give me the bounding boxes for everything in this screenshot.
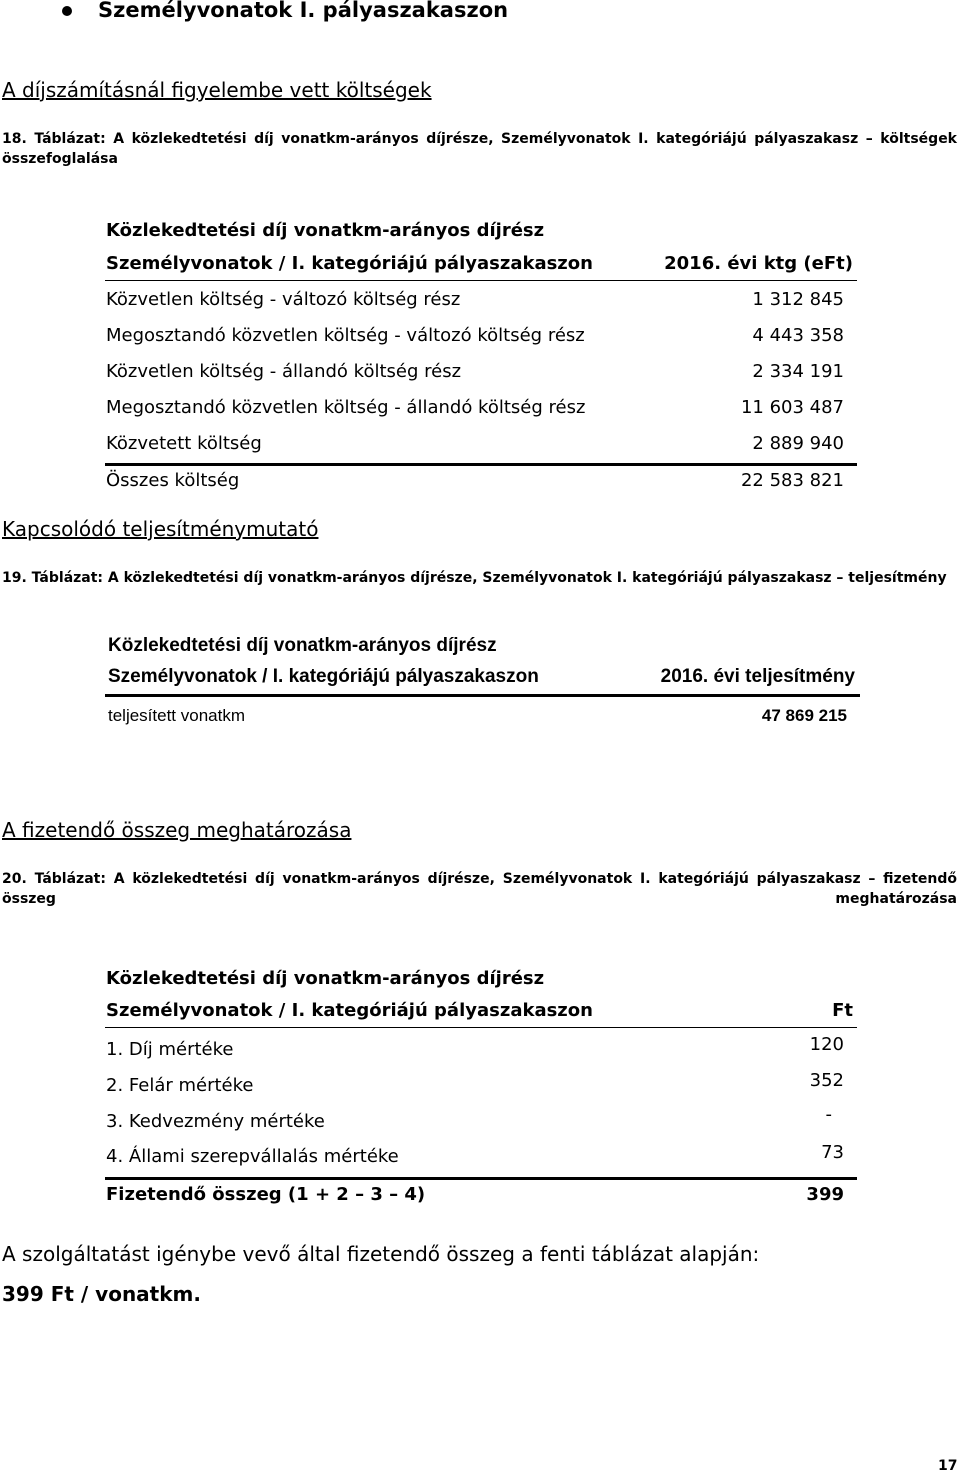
table20-header-divider: [105, 1027, 857, 1028]
table18-total-divider: [105, 463, 857, 466]
table20-total-label: Fizetendő összeg (1 + 2 – 3 – 4): [106, 1184, 426, 1205]
table20-caption: 20. Táblázat: A közlekedtetési díj vonatkm-arányos díjrésze, Személyvonatok I. kategóriájú pályaszakasz – fizetendő összeg meghatározása: [2, 871, 957, 907]
table20-row-label: 2. Felár mértéke: [106, 1075, 254, 1096]
table19-header-divider: [105, 694, 860, 697]
table18-row-label: Megosztandó közvetlen költség - változó költség rész: [106, 325, 585, 346]
performance-heading: Kapcsolódó teljesítménymutató: [2, 517, 319, 541]
table20-row-label: 1. Díj mértéke: [106, 1039, 234, 1060]
table18-title: Közlekedtetési díj vonatkm-arányos díjrész: [106, 220, 545, 241]
table18-subtitle: Személyvonatok / I. kategóriájú pályaszakaszon: [106, 253, 593, 274]
table18-header-divider: [105, 280, 857, 281]
table20-row-label: 3. Kedvezmény mértéke: [106, 1111, 325, 1132]
table20-row-value: 73: [821, 1142, 844, 1163]
table19-subtitle: Személyvonatok / I. kategóriájú pályaszakaszon: [108, 666, 539, 687]
table18-row-label: Közvetlen költség - változó költség rész: [106, 289, 461, 310]
table18-column-header: 2016. évi ktg (eFt): [664, 253, 853, 274]
table20-row-value: 352: [809, 1070, 844, 1091]
section-heading: Személyvonatok I. pályaszakaszon: [98, 0, 509, 22]
table20-subtitle: Személyvonatok / I. kategóriájú pályaszakaszon: [106, 1000, 593, 1021]
table19-caption: 19. Táblázat: A közlekedtetési díj vonatkm-arányos díjrésze, Személyvonatok I. kategóriájú pályaszakasz – teljesítmény: [2, 570, 947, 586]
table18-row-value: 2 334 191: [752, 361, 844, 382]
payable-heading: A fizetendő összeg meghatározása: [2, 818, 352, 842]
table18-total-label: Összes költség: [106, 470, 240, 491]
conclusion-sentence: A szolgáltatást igénybe vevő által fizetendő összeg a fenti táblázat alapján:: [2, 1242, 760, 1266]
table19-row-label: teljesített vonatkm: [108, 706, 246, 725]
table20-row-value: -: [825, 1104, 832, 1125]
table20-row-label: 4. Állami szerepvállalás mértéke: [106, 1146, 399, 1167]
page-number: 17: [938, 1458, 958, 1474]
bullet-icon: [62, 6, 72, 16]
table18-row-label: Közvetlen költség - állandó költség rész: [106, 361, 462, 382]
conclusion-amount: 399 Ft / vonatkm.: [2, 1282, 201, 1306]
table18-total-value: 22 583 821: [740, 470, 844, 491]
table20-total-divider: [105, 1177, 857, 1180]
table18-row-value: 4 443 358: [752, 325, 844, 346]
table20-title: Közlekedtetési díj vonatkm-arányos díjrész: [106, 968, 545, 989]
table19-row-value: 47 869 215: [761, 706, 847, 725]
table18-row-value: 1 312 845: [752, 289, 844, 310]
costs-heading: A díjszámításnál figyelembe vett költségek: [2, 78, 432, 102]
table18-row-value: 2 889 940: [752, 433, 844, 454]
table20-column-header: Ft: [832, 1000, 853, 1021]
table18-row-label: Közvetett költség: [106, 433, 262, 454]
table19-column-header: 2016. évi teljesítmény: [660, 666, 855, 687]
table20-total-value: 399: [806, 1184, 844, 1205]
table18-caption: 18. Táblázat: A közlekedtetési díj vonatkm-arányos díjrésze, Személyvonatok I. kategóriájú pályaszakasz – költségek összefoglalása: [2, 131, 957, 167]
table18-row-label: Megosztandó közvetlen költség - állandó költség rész: [106, 397, 586, 418]
table19-title: Közlekedtetési díj vonatkm-arányos díjrész: [108, 635, 497, 656]
table20-row-value: 120: [809, 1034, 844, 1055]
table18-row-value: 11 603 487: [740, 397, 844, 418]
table19: [100, 628, 865, 733]
